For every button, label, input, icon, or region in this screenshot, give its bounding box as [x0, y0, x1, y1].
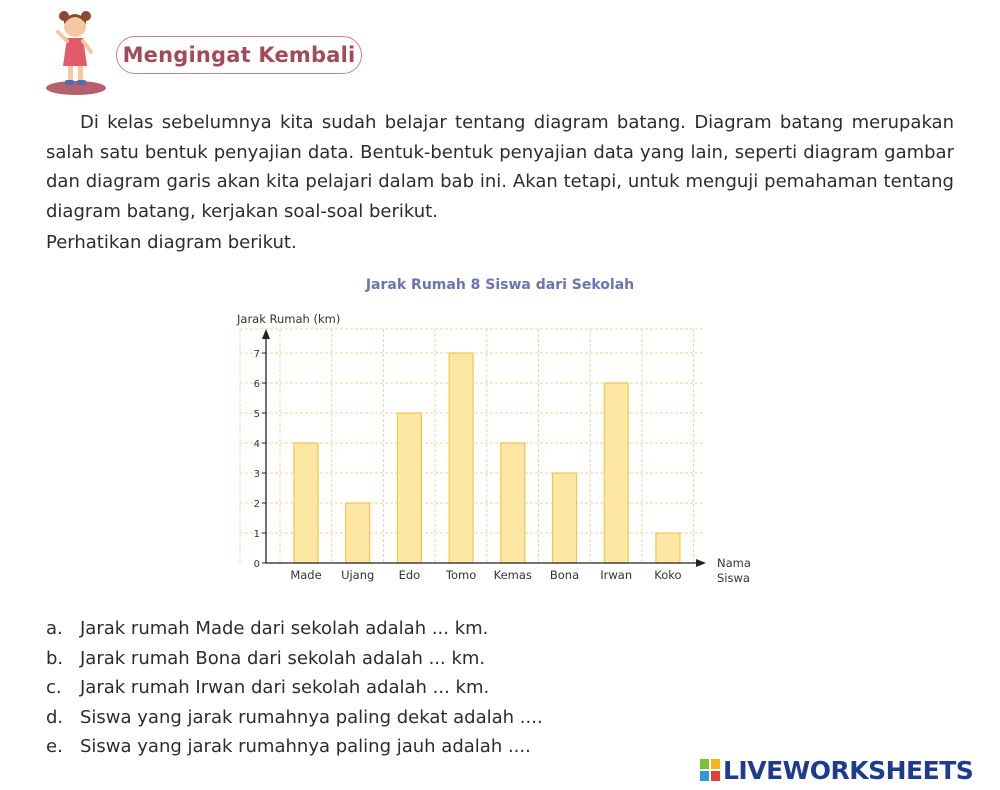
y-tick-label: 7 [253, 349, 260, 360]
question-label: d. [46, 706, 64, 728]
question-label: a. [46, 618, 63, 639]
x-tick-label: Irwan [600, 568, 633, 582]
question-label: c. [46, 677, 62, 698]
question-item [46, 732, 646, 762]
bar [604, 383, 628, 563]
y-tick-label: 1 [253, 529, 260, 540]
x-axis-arrow-icon [696, 559, 706, 567]
x-tick-label: Kemas [493, 568, 532, 582]
y-tick-label: 2 [253, 499, 260, 510]
x-tick-label: Ujang [341, 568, 375, 582]
question-label: e. [46, 736, 63, 757]
bar [501, 443, 525, 563]
question-item [46, 614, 646, 644]
y-tick-label: 0 [253, 559, 260, 570]
liveworksheets-logo-icon [700, 759, 720, 781]
question-text: Jarak rumah Made dari sekolah adalah ... km. [80, 618, 489, 639]
liveworksheets-logo [700, 754, 973, 786]
x-tick-label: Tomo [445, 568, 477, 582]
bar [397, 413, 421, 563]
question-text: Siswa yang jarak rumahnya paling jauh adalah .... [80, 736, 531, 757]
x-tick-label: Bona [549, 568, 580, 582]
question-list [46, 614, 646, 762]
y-axis-title: Jarak Rumah (km) [237, 312, 341, 326]
x-tick-label: Edo [398, 568, 421, 582]
logo-text: LIVEWORKSHEETS [723, 755, 974, 785]
x-axis-title: Nama [717, 556, 751, 570]
y-tick-label: 6 [253, 379, 260, 390]
section-title: Mengingat Kembali [116, 36, 362, 74]
question-item [46, 644, 646, 674]
question-text: Jarak rumah Bona dari sekolah adalah ... km. [80, 647, 486, 669]
bar [346, 503, 370, 563]
y-tick-label: 4 [253, 439, 260, 450]
x-tick-label: Made [290, 568, 322, 582]
instruction-text: Perhatikan diagram berikut. [46, 232, 297, 253]
chart-axes [262, 329, 706, 567]
question-item [46, 673, 646, 703]
intro-paragraph: Di kelas sebelumnya kita sudah belajar tentang diagram batang. Diagram batang merupakan salah satu bentuk penyajian data. Bentuk-bentuk penyajian data yang lain, seperti diagram gambar dan diagram garis akan kita pelajari dalam bab ini. Akan tetapi, untuk menguji pemahaman tentang diagram batang, kerjakan soal-soal berikut. [46, 112, 954, 222]
bar [553, 473, 577, 563]
bar [294, 443, 318, 563]
question-text: Jarak rumah Irwan dari sekolah adalah ... km. [80, 677, 490, 698]
bar [656, 533, 680, 563]
chart-title: Jarak Rumah 8 Siswa dari Sekolah [365, 277, 635, 293]
y-axis-arrow-icon [262, 329, 270, 339]
y-tick-label: 3 [253, 469, 260, 480]
question-label: b. [46, 647, 64, 669]
question-text: Siswa yang jarak rumahnya paling dekat adalah .... [80, 706, 543, 728]
x-tick-label: Koko [654, 568, 682, 582]
x-axis-title: Siswa [717, 571, 750, 585]
y-tick-label: 5 [253, 409, 260, 420]
question-item [46, 703, 646, 733]
bar [449, 353, 473, 563]
